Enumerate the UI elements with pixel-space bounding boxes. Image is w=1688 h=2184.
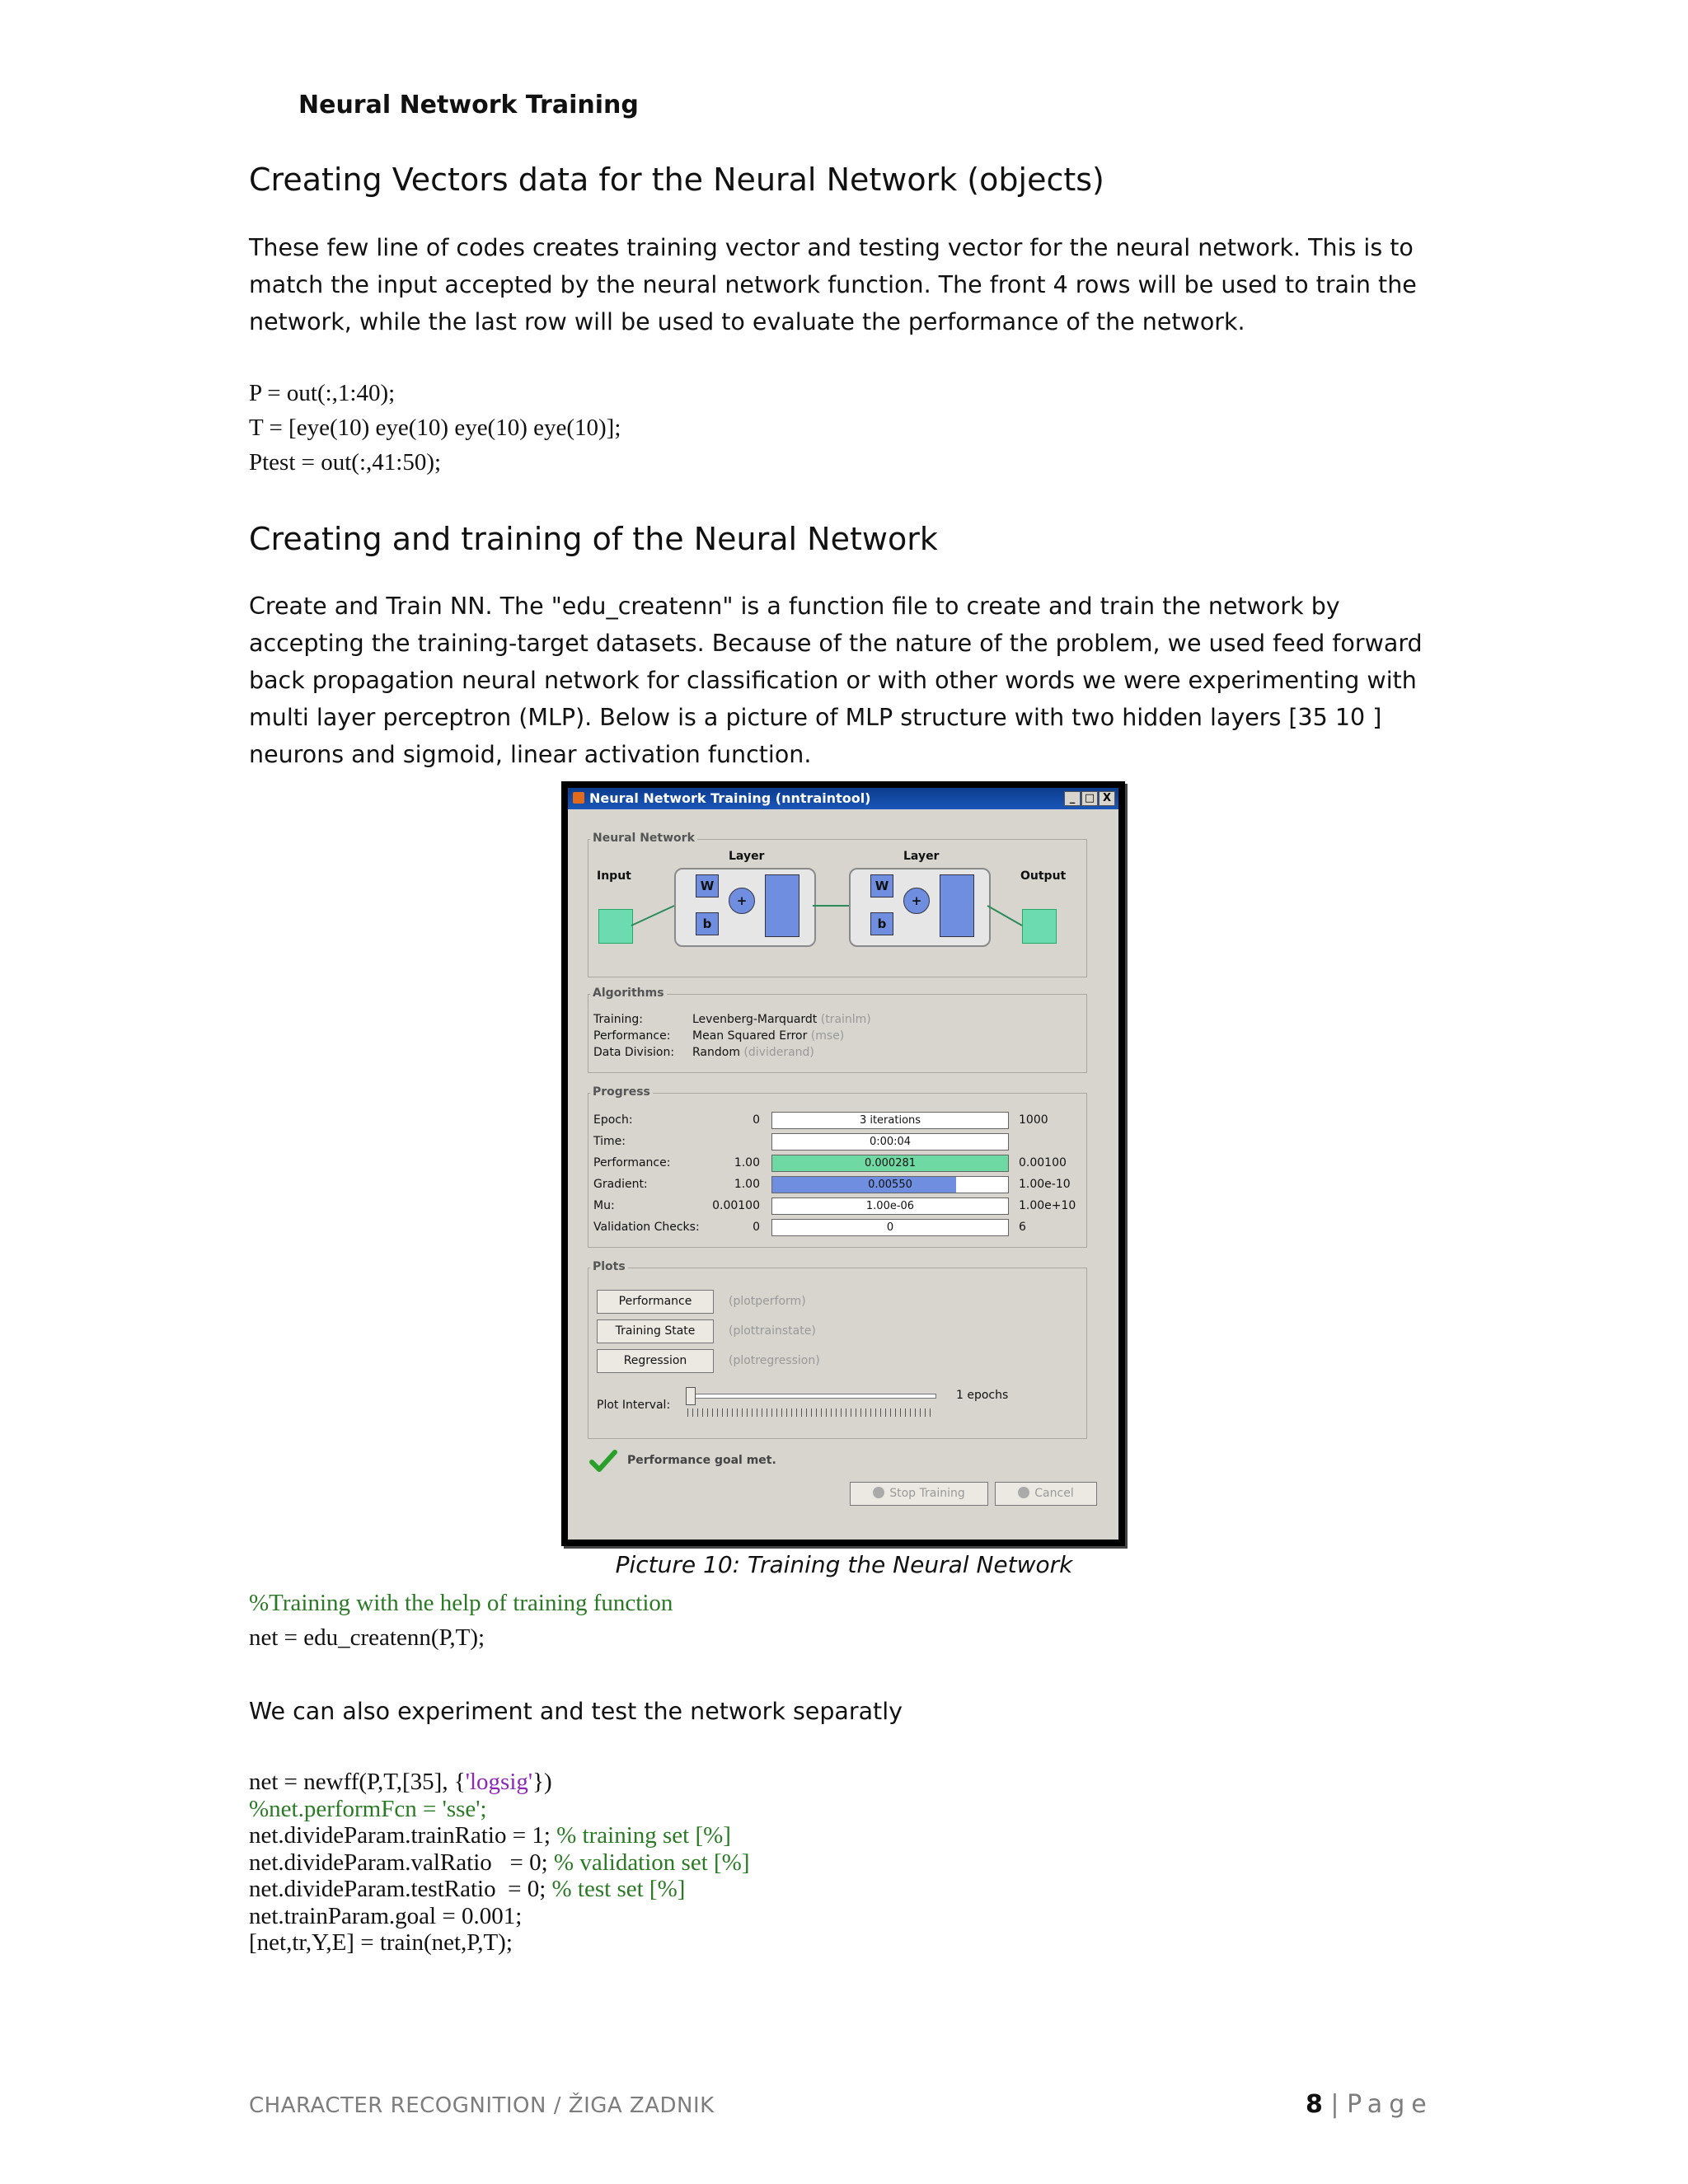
page-number: 8 <box>1306 2090 1323 2119</box>
check-icon <box>589 1449 617 1474</box>
code-text: net.divideParam.valRatio = 0; <box>249 1849 554 1876</box>
progress-bar <box>771 1133 1009 1151</box>
matlab-logo-icon <box>573 792 584 804</box>
group-label: Algorithms <box>590 987 667 1000</box>
group-label: Neural Network <box>590 832 697 845</box>
code-line <box>249 1849 750 1877</box>
progress-start: 0.00100 <box>712 1199 760 1212</box>
progress-end: 0.00100 <box>1019 1156 1067 1169</box>
plot-interval-label: Plot Interval: <box>597 1399 671 1412</box>
progress-label: Validation Checks: <box>593 1221 700 1234</box>
bias-block: b <box>696 912 719 935</box>
algorithm-label: Training: <box>593 1013 643 1026</box>
code-line: T = [eye(10) eye(10) eye(10) eye(10)]; <box>249 415 621 441</box>
code-line: P = out(:,1:40); <box>249 380 396 406</box>
regression-plot-button[interactable]: Regression <box>597 1349 714 1373</box>
section-heading-training: Creating and training of the Neural Network <box>249 521 938 557</box>
close-button[interactable]: X <box>1099 791 1115 806</box>
algorithm-function: (dividerand) <box>743 1046 814 1059</box>
code-line: net.trainParam.goal = 0.001; <box>249 1902 523 1929</box>
slider-thumb[interactable] <box>686 1387 696 1405</box>
progress-start: 1.00 <box>734 1178 760 1191</box>
maximize-button[interactable]: □ <box>1081 791 1098 806</box>
weight-block: W <box>870 874 893 898</box>
code-comment: % validation set [%] <box>553 1849 750 1876</box>
code-comment: %net.performFcn = 'sse'; <box>249 1795 487 1822</box>
footer-title: CHARACTER RECOGNITION / ŽIGA ZADNIK <box>249 2093 715 2118</box>
paragraph-training: Create and Train NN. The "edu_createnn" is a function file to create and train the network by accepting the training-target datasets. Because of the nature of the problem, we used feed forward back propagation neural network for classification or with other words we were experimenting with multi layer perceptron (MLP). Below is a picture of MLP structure with two hidden layers [35 10 ] neurons and sigmoid, linear activation function. <box>249 593 1423 768</box>
progress-end: 1.00e+10 <box>1019 1199 1076 1212</box>
stop-training-label: Stop Training <box>889 1487 965 1500</box>
progress-fill <box>772 1177 956 1193</box>
progress-label: Mu: <box>593 1199 615 1212</box>
code-line: Ptest = out(:,41:50); <box>249 449 442 476</box>
paragraph-vectors: These few line of codes creates training vector and testing vector for the neural network. This is to match the input accepted by the neural network function. The front 4 rows will be used to train the network, while the last row will be used to evaluate the performance of the network. <box>249 234 1417 335</box>
layer1-label: Layer <box>729 850 765 863</box>
sum-node: + <box>729 888 755 914</box>
code-comment: % test set [%] <box>551 1876 686 1902</box>
slider-ticks <box>687 1408 935 1417</box>
code-line <box>249 1876 750 1903</box>
window-title: Neural Network Training (nntraintool) <box>589 790 871 806</box>
progress-start: 0 <box>753 1113 760 1127</box>
algorithm-name: Mean Squared Error <box>692 1029 808 1043</box>
progress-label: Performance: <box>593 1156 671 1169</box>
algorithm-value <box>692 1013 871 1026</box>
progress-bar <box>771 1176 1009 1193</box>
figure-caption: Picture 10: Training the Neural Network <box>615 1551 1073 1578</box>
bias-block: b <box>870 912 893 935</box>
plot-function: (plottrainstate) <box>729 1324 816 1338</box>
running-title: Neural Network Training <box>298 91 639 120</box>
code-block-train <box>249 1586 673 1655</box>
progress-label: Epoch: <box>593 1113 633 1127</box>
weight-block: W <box>696 874 719 898</box>
code-block-vectors <box>249 376 621 480</box>
algorithm-function: (trainlm) <box>820 1013 871 1026</box>
progress-bar <box>771 1155 1009 1172</box>
plot-function: (plotperform) <box>729 1295 806 1308</box>
progress-bar <box>771 1112 1009 1129</box>
code-line <box>249 1769 750 1796</box>
algorithm-label: Data Division: <box>593 1046 675 1059</box>
neural-network-group <box>588 832 1087 977</box>
cancel-label: Cancel <box>1034 1487 1074 1500</box>
plot-interval-slider[interactable] <box>687 1394 936 1399</box>
code-text: net = newff(P,T,[35], { <box>249 1769 466 1795</box>
stop-icon <box>873 1487 884 1498</box>
footer-page <box>1306 2090 1433 2119</box>
page-separator: | <box>1322 2090 1348 2119</box>
paragraph-experiment: We can also experiment and test the network separatly <box>249 1698 903 1725</box>
progress-label: Gradient: <box>593 1178 648 1191</box>
page-word: Page <box>1347 2090 1433 2119</box>
cancel-icon <box>1018 1487 1029 1498</box>
section-heading-vectors: Creating Vectors data for the Neural Network (objects) <box>249 162 1104 198</box>
progress-value: 0 <box>886 1221 894 1234</box>
code-block-newff <box>249 1769 750 1957</box>
code-line <box>249 1822 750 1849</box>
performance-plot-button[interactable]: Performance <box>597 1290 714 1314</box>
minimize-button[interactable]: _ <box>1064 791 1081 806</box>
sum-node: + <box>903 888 930 914</box>
input-label: Input <box>597 869 631 883</box>
code-text: }) <box>532 1769 552 1795</box>
algorithm-name: Levenberg-Marquardt <box>692 1013 818 1026</box>
progress-end: 1000 <box>1019 1113 1048 1127</box>
code-string: 'logsig' <box>465 1769 533 1795</box>
progress-value: 0:00:04 <box>869 1136 912 1148</box>
code-line: [net,tr,Y,E] = train(net,P,T); <box>249 1929 513 1956</box>
algorithm-function: (mse) <box>810 1029 845 1043</box>
algorithm-value <box>692 1046 814 1059</box>
stop-training-button[interactable] <box>850 1482 988 1506</box>
code-text: net.divideParam.trainRatio = 1; <box>249 1822 557 1849</box>
progress-end: 6 <box>1019 1221 1026 1234</box>
group-label: Plots <box>590 1260 628 1273</box>
progress-value: 0.00550 <box>868 1179 912 1191</box>
progress-start: 1.00 <box>734 1156 760 1169</box>
progress-start: 0 <box>753 1221 760 1234</box>
training-state-plot-button[interactable]: Training State <box>597 1319 714 1343</box>
progress-end: 1.00e-10 <box>1019 1178 1071 1191</box>
algorithm-name: Random <box>692 1046 740 1059</box>
group-label: Progress <box>590 1085 653 1099</box>
code-text: net.divideParam.testRatio = 0; <box>249 1876 552 1902</box>
algorithm-value <box>692 1029 844 1043</box>
code-line: net = edu_createnn(P,T); <box>249 1624 485 1651</box>
progress-value: 0.000281 <box>864 1157 917 1169</box>
window-titlebar <box>568 788 1118 809</box>
status-text: Performance goal met. <box>627 1454 776 1467</box>
output-label: Output <box>1020 869 1067 883</box>
progress-bar <box>771 1219 1009 1236</box>
code-comment: %Training with the help of training function <box>249 1590 673 1616</box>
plot-function: (plotregression) <box>729 1354 820 1367</box>
progress-label: Time: <box>593 1135 626 1148</box>
algorithms-group <box>588 987 1087 1073</box>
progress-value: 3 iterations <box>859 1114 921 1127</box>
progress-value: 1.00e-06 <box>865 1200 915 1212</box>
network-connections <box>588 840 1086 977</box>
plots-group <box>588 1260 1087 1439</box>
progress-group <box>588 1085 1087 1248</box>
nntraintool-window <box>561 781 1125 1546</box>
code-comment: % training set [%] <box>556 1822 731 1849</box>
layer2-label: Layer <box>903 850 940 863</box>
algorithm-label: Performance: <box>593 1029 671 1043</box>
progress-bar <box>771 1197 1009 1215</box>
plot-interval-value: 1 epochs <box>956 1389 1009 1402</box>
cancel-button[interactable] <box>995 1482 1097 1506</box>
